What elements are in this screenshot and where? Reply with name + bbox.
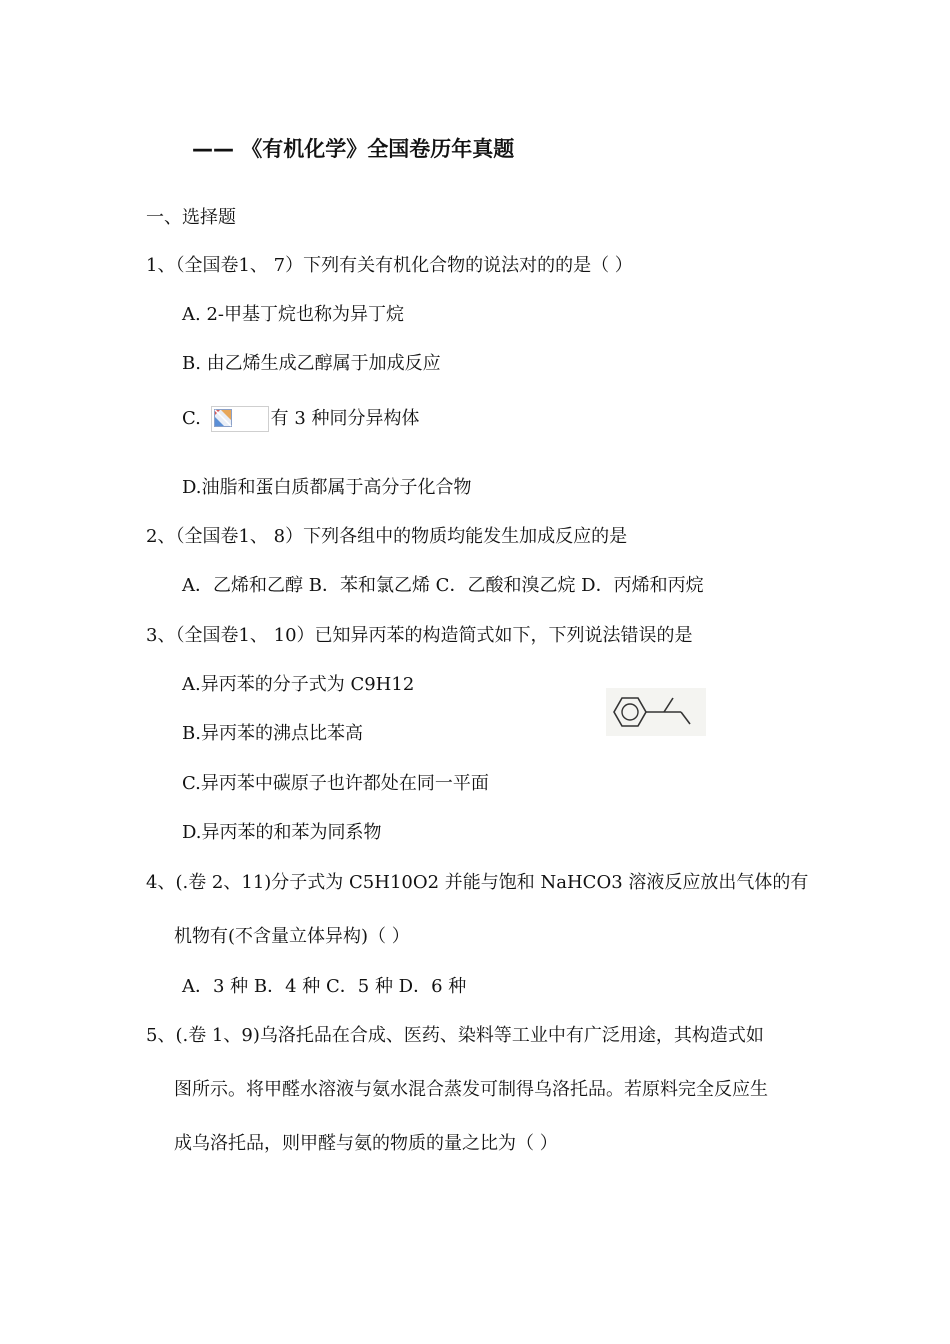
- page-title: —— 《有机化学》全国卷历年真题: [192, 137, 515, 161]
- question-3-stem: 3、（全国卷1、 10）已知异丙苯的构造简式如下，下列说法错误的是: [146, 625, 693, 646]
- question-5-stem-line-3: 成乌洛托品，则甲醛与氨的物质的量之比为（ ）: [174, 1133, 558, 1154]
- isopropylbenzene-structure-icon: [606, 688, 706, 736]
- isopropylbenzene-structure-image: [606, 688, 706, 736]
- question-1-option-c: [182, 406, 420, 432]
- question-1-option-d: D.油脂和蛋白质都属于高分子化合物: [182, 477, 472, 498]
- option-c-label: C.: [182, 408, 201, 429]
- question-3-option-d: D.异丙苯的和苯为同系物: [182, 822, 382, 843]
- question-1-option-b: B. 由乙烯生成乙醇属于加成反应: [182, 353, 441, 374]
- broken-image-icon: [211, 406, 269, 432]
- section-heading: 一、选择题: [146, 207, 236, 228]
- question-2-stem: 2、（全国卷1、 8）下列各组中的物质均能发生加成反应的是: [146, 526, 628, 547]
- question-3-option-a: A.异丙苯的分子式为 C9H12: [182, 674, 415, 695]
- question-5-stem-line-2: 图所示。将甲醛水溶液与氨水混合蒸发可制得乌洛托品。若原料完全反应生: [174, 1079, 768, 1100]
- question-1-option-a: A. 2-甲基丁烷也称为异丁烷: [182, 304, 404, 325]
- question-4-stem-line-1: 4、(.卷 2、11)分子式为 C5H10O2 并能与饱和 NaHCO3 溶液反应放出气体的有: [146, 872, 809, 893]
- question-4-stem-line-2: 机物有(不含量立体异构)（ ）: [174, 926, 410, 947]
- image-placeholder-icon: [214, 409, 232, 427]
- question-3-option-c: C.异丙苯中碳原子也许都处在同一平面: [182, 773, 489, 794]
- question-1-stem: 1、（全国卷1、 7）下列有关有机化合物的说法对的的是（ ）: [146, 255, 633, 276]
- question-2-options: A．乙烯和乙醇 B．苯和氯乙烯 C．乙酸和溴乙烷 D．丙烯和丙烷: [182, 575, 704, 596]
- option-c-text: 有 3 种同分异构体: [270, 408, 420, 429]
- question-3-option-b: B.异丙苯的沸点比苯高: [182, 723, 363, 744]
- question-5-stem-line-1: 5、(.卷 1、9)乌洛托品在合成、医药、染料等工业中有广泛用途，其构造式如: [146, 1025, 764, 1046]
- question-4-options: A．3 种 B．4 种 C．5 种 D．6 种: [182, 976, 467, 997]
